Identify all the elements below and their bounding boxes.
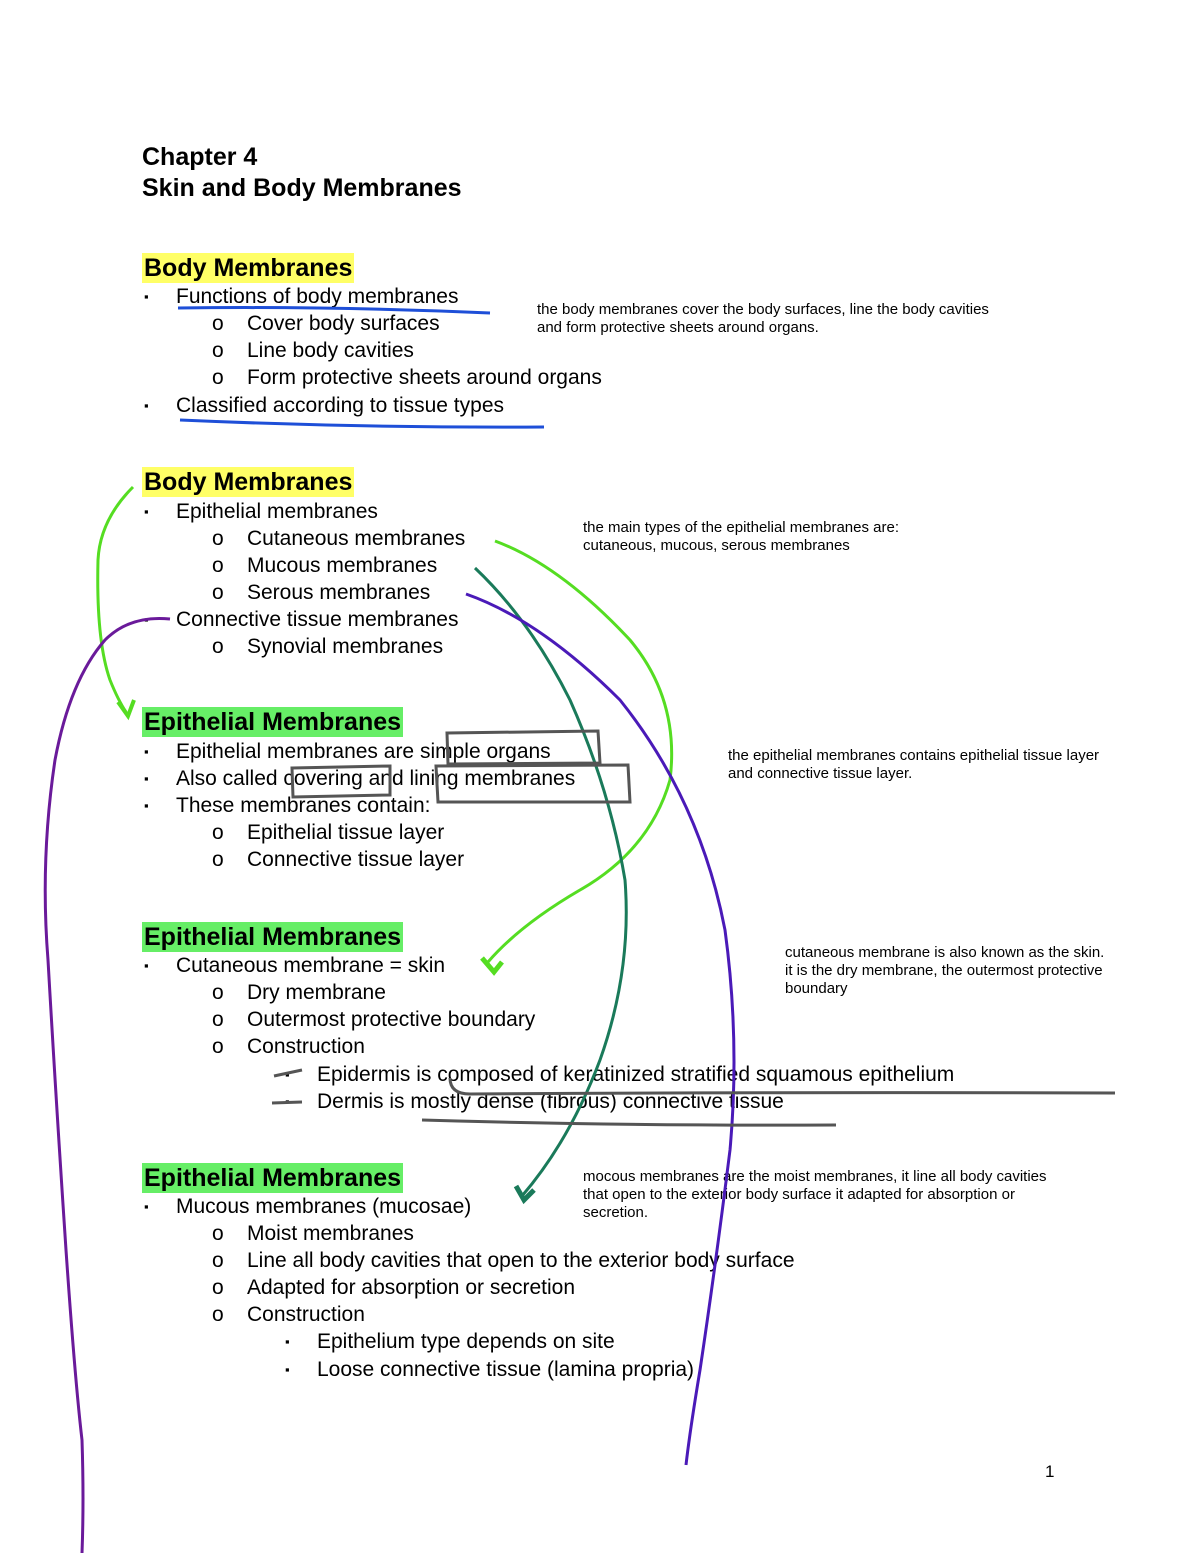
section-heading: Epithelial Membranes xyxy=(144,1164,402,1192)
chapter-label: Chapter 4 xyxy=(142,143,258,171)
list-item: Dermis is mostly dense (fibrous) connective tissue xyxy=(317,1090,784,1113)
note-line: that open to the exterior body surface it adapted for absorption or xyxy=(583,1186,1015,1203)
bullet-marker: ▪ xyxy=(285,1334,290,1349)
list-item: Epithelium type depends on site xyxy=(317,1330,615,1353)
sub-bullet-marker: o xyxy=(212,635,224,658)
section-heading: Body Membranes xyxy=(144,468,353,496)
bullet-marker: ▪ xyxy=(144,504,149,519)
note-line: the main types of the epithelial membranes are: xyxy=(583,519,900,536)
note-line: boundary xyxy=(785,980,848,997)
note-line: it is the dry membrane, the outermost protective xyxy=(785,962,1103,979)
list-item: Construction xyxy=(247,1035,365,1058)
purple-line xyxy=(45,618,170,1553)
section-heading: Body Membranes xyxy=(144,254,353,282)
list-item: Line body cavities xyxy=(247,339,414,362)
bullet-marker: ▪ xyxy=(144,771,149,786)
list-item: Classified according to tissue types xyxy=(176,394,504,417)
sub-bullet-marker: o xyxy=(212,1249,224,1272)
sub-bullet-marker: o xyxy=(212,366,224,389)
list-item: Moist membranes xyxy=(247,1222,414,1245)
list-item: Epithelial membranes xyxy=(176,500,378,523)
blue-underline xyxy=(180,420,544,427)
lime-arrowhead xyxy=(482,958,502,972)
bullet-marker: ▪ xyxy=(285,1067,290,1082)
list-item: Connective tissue membranes xyxy=(176,608,459,631)
list-item: Serous membranes xyxy=(247,581,431,604)
list-item: Epithelial membranes are simple organs xyxy=(176,740,551,763)
sub-bullet-marker: o xyxy=(212,527,224,550)
lime-arrowhead xyxy=(118,700,134,716)
list-item: Form protective sheets around organs xyxy=(247,366,602,389)
note-line: cutaneous, mucous, serous membranes xyxy=(583,537,850,554)
handwritten-note xyxy=(583,519,899,555)
sub-bullet-marker: o xyxy=(212,312,224,335)
note-line: and connective tissue layer. xyxy=(728,765,913,782)
list-item: Loose connective tissue (lamina propria) xyxy=(317,1358,695,1381)
sub-bullet-marker: o xyxy=(212,1303,224,1326)
page-number: 1 xyxy=(1045,1462,1055,1481)
sub-bullet-marker: o xyxy=(212,981,224,1004)
bullet-marker: ▪ xyxy=(144,398,149,413)
bullet-marker: ▪ xyxy=(144,1199,149,1214)
list-item: Connective tissue layer xyxy=(247,848,465,871)
list-item: Adapted for absorption or secretion xyxy=(247,1276,576,1299)
list-item: Synovial membranes xyxy=(247,635,444,658)
handwritten-note xyxy=(537,301,989,337)
page-title: Skin and Body Membranes xyxy=(142,174,462,202)
list-item: Epidermis is composed of keratinized stratified squamous epithelium xyxy=(317,1063,955,1086)
sub-bullet-marker: o xyxy=(212,1008,224,1031)
sub-bullet-marker: o xyxy=(212,848,224,871)
note-line: and form protective sheets around organs. xyxy=(537,319,819,336)
bullet-marker: ▪ xyxy=(144,612,149,627)
sub-bullet-marker: o xyxy=(212,1222,224,1245)
list-item: Cutaneous membranes xyxy=(247,527,466,550)
bullet-marker: ▪ xyxy=(144,958,149,973)
bullet-marker: ▪ xyxy=(144,744,149,759)
sub-bullet-marker: o xyxy=(212,1035,224,1058)
bullet-marker: ▪ xyxy=(285,1362,290,1377)
list-item: Cutaneous membrane = skin xyxy=(176,954,446,977)
list-item: Also called covering and lining membranes xyxy=(176,767,576,790)
sub-bullet-marker: o xyxy=(212,554,224,577)
section-heading: Epithelial Membranes xyxy=(144,708,402,736)
handwritten-note xyxy=(728,747,1099,783)
bullet-marker: ▪ xyxy=(144,798,149,813)
list-item: Construction xyxy=(247,1303,365,1326)
bullet-marker: ▪ xyxy=(285,1094,290,1109)
note-line: the epithelial membranes contains epithelial tissue layer xyxy=(728,747,1100,764)
sub-bullet-marker: o xyxy=(212,821,224,844)
section-heading: Epithelial Membranes xyxy=(144,923,402,951)
note-line: the body membranes cover the body surfaces, line the body cavities xyxy=(537,301,989,318)
teal-arrowhead xyxy=(516,1186,534,1200)
list-item: Epithelial tissue layer xyxy=(247,821,445,844)
sub-bullet-marker: o xyxy=(212,1276,224,1299)
list-item: Mucous membranes (mucosae) xyxy=(176,1195,472,1218)
list-item: Mucous membranes xyxy=(247,554,438,577)
note-line: mocous membranes are the moist membranes, it line all body cavities xyxy=(583,1168,1047,1185)
sub-bullet-marker: o xyxy=(212,581,224,604)
list-item: Outermost protective boundary xyxy=(247,1008,536,1031)
note-line: secretion. xyxy=(583,1204,649,1221)
bullet-marker: ▪ xyxy=(144,289,149,304)
sub-bullet-marker: o xyxy=(212,339,224,362)
gray-underline xyxy=(422,1120,836,1125)
handwritten-note xyxy=(785,944,1104,998)
list-item: Line all body cavities that open to the exterior body surface xyxy=(247,1249,795,1272)
handwritten-note xyxy=(583,1168,1047,1222)
list-item: Cover body surfaces xyxy=(247,312,440,335)
lime-arrow xyxy=(98,487,133,712)
note-line: cutaneous membrane is also known as the skin. xyxy=(785,944,1105,961)
list-item: These membranes contain: xyxy=(176,794,431,817)
list-item: Dry membrane xyxy=(247,981,386,1004)
list-item: Functions of body membranes xyxy=(176,285,459,308)
